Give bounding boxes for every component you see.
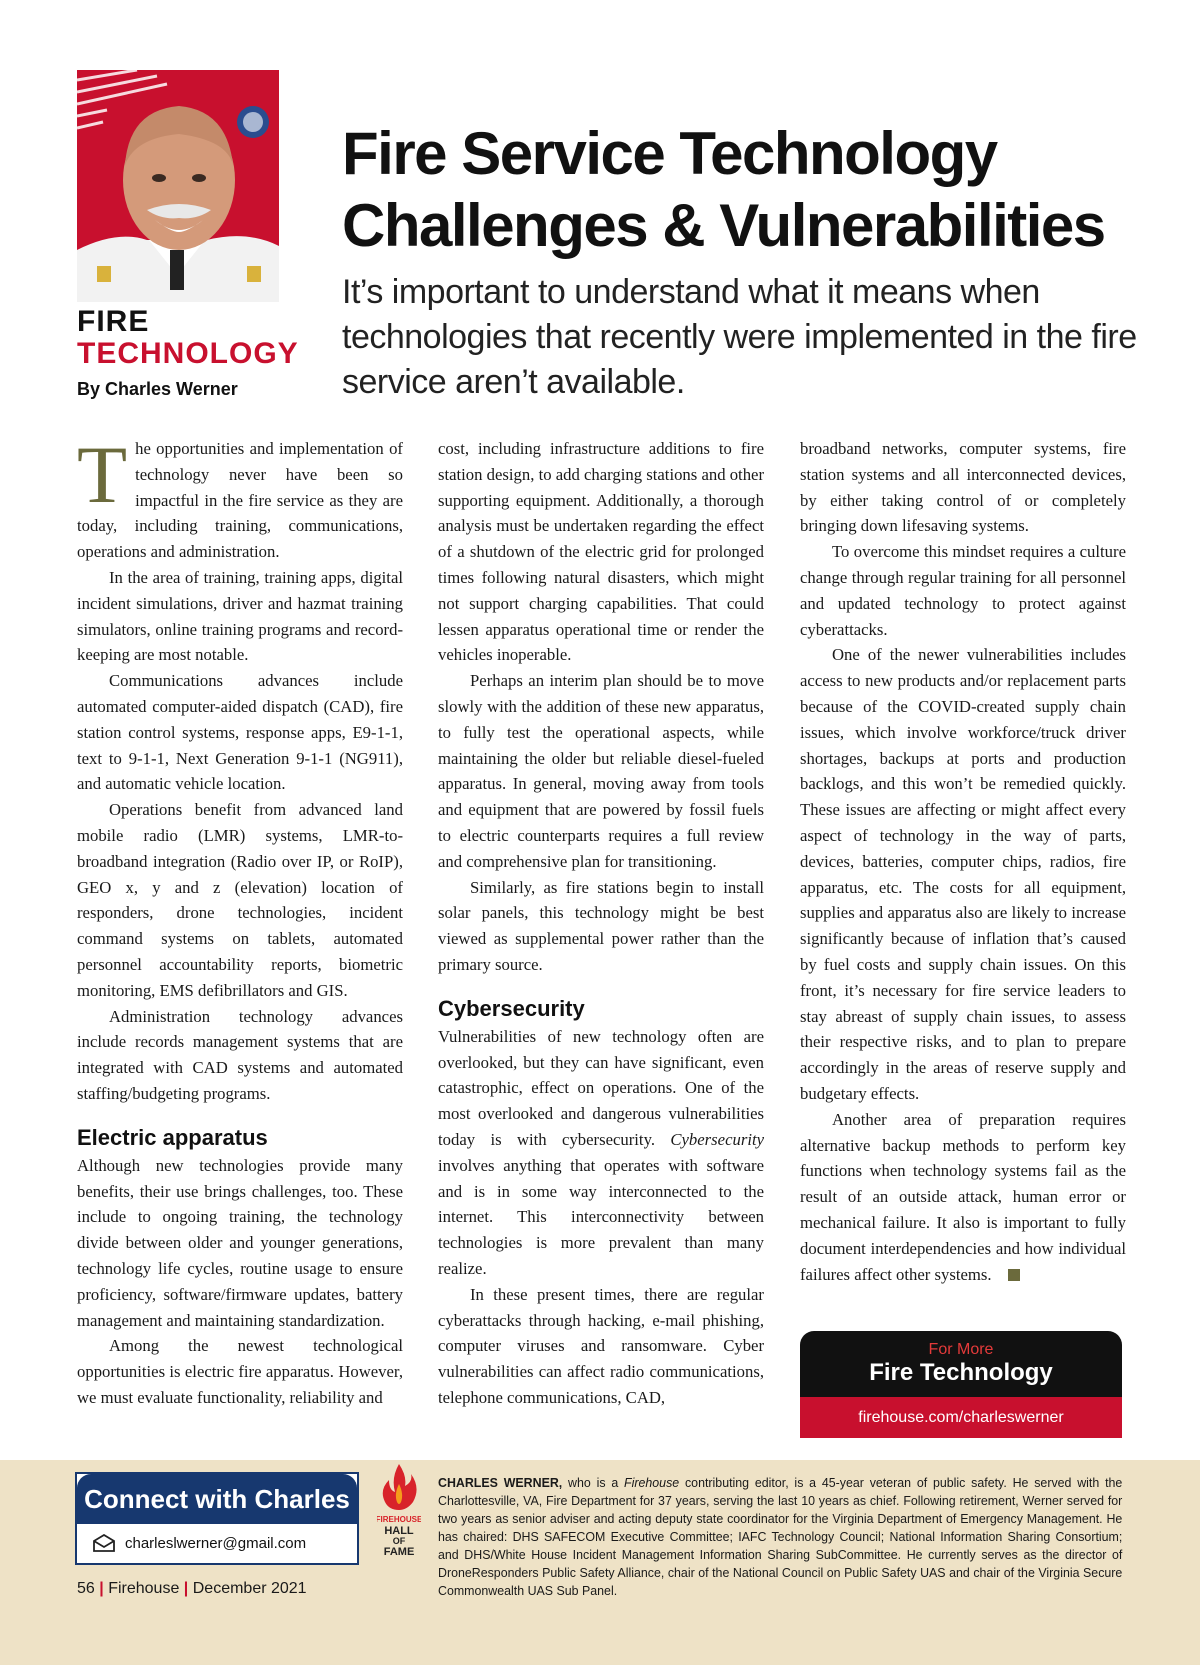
column-tag-technology: TECHNOLOGY — [77, 337, 299, 370]
folio-divider: | — [183, 1580, 189, 1597]
more-fire-technology-promo[interactable] — [800, 1331, 1122, 1438]
issue-date: December 2021 — [192, 1580, 307, 1597]
page-number: 56 — [77, 1580, 95, 1597]
paragraph: One of the newer vulnerabilities includes access to new products and/or replacement parts because of the COVID-created supply chain issues, which involve workforce/truck driver shortages, backups at ports and production backlogs, and this won’t be remedied quickly. These issues are affecting or might affect every aspect of technology in the way of parts, devices, batteries, computer chips, radios, fire apparatus, etc. The costs for all equipment, supplies and apparatus also are likely to increase significantly because of inflation that’s caused by fuel costs and supply chain issues. On this front, it’s necessary for fire service leaders to stay abreast of supply chain issues, to assess their respective risks, and to plan to prepare accordingly in the areas of reserve supply and budgetary effects. — [800, 645, 1126, 1103]
paragraph: Administration technology advances include records management systems that are integrated with CAD systems and automated staffing/budgeting programs. — [77, 1006, 403, 1103]
hall-of-fame-logo — [377, 1462, 421, 1574]
subhead-electric-apparatus: Electric apparatus — [77, 1124, 268, 1150]
paragraph: Vulnerabilities of new technology often are overlooked, but they can have significant, even catastrophic, effect on operations. One of the most overlooked and dangerous vulnerabilities today is with cybersecurity. Cybersecurity involves anything that operates with software and is in some way interconnected to the internet. This interconnectivity between technologies is more prevalent than many realize. — [438, 1026, 764, 1278]
paragraph: Although new technologies provide many benefits, their use brings challenges, too. These include to ongoing training, the technology divide between older and younger generations, technology life cycles, routine usage to ensure proficiency, software/firmware updates, battery management and maintaining standardization. — [77, 1155, 403, 1330]
drop-cap: T — [77, 429, 128, 520]
promo-url-link[interactable]: firehouse.com/charleswerner — [800, 1397, 1122, 1438]
article-column-3 — [800, 436, 1126, 1287]
svg-text:FAME: FAME — [383, 1546, 415, 1558]
article-column-1 — [77, 429, 403, 1411]
svg-text:FIREHOUSE: FIREHOUSE — [377, 1515, 421, 1524]
email-address: charleslwerner@gmail.com — [125, 1534, 307, 1552]
magazine-name: Firehouse — [108, 1580, 180, 1597]
subhead-cybersecurity: Cybersecurity — [438, 995, 585, 1021]
paragraph: In the area of training, training apps, digital incident simulations, driver and hazmat training simulators, online training programs and record-keeping are most notable. — [77, 567, 403, 665]
paragraph: Communications advances include automated computer-aided dispatch (CAD), fire station control systems, response apps, E9-1-1, text to 9-1-1, Next Generation 9-1-1 (NG911), and automatic vehicle location. — [77, 671, 403, 794]
paragraph: Similarly, as fire stations begin to install solar panels, this technology might be best viewed as supplemental power rather than the primary source. — [438, 877, 764, 974]
paragraph: In these present times, there are regular cyberattacks through hacking, e-mail phishing, computer viruses and ransomware. Cyber vulnerabilities can affect radio communications, telephone communications, CAD, — [438, 1284, 764, 1407]
paragraph: Another area of preparation requires alternative backup methods to perform key functions when technology systems fail as the result of an outside attack, human error or mechanical failure. It also is important to fully document interdependencies and how individual failures affect other systems. — [800, 1109, 1126, 1284]
byline: By Charles Werner — [77, 379, 238, 399]
promo-kicker: For More — [928, 1341, 994, 1358]
author-photo — [77, 70, 279, 302]
svg-text:OF: OF — [392, 1536, 406, 1546]
headline: Fire Service Technology Challenges & Vulnerabilities — [342, 120, 1105, 259]
svg-text:HALL: HALL — [384, 1525, 414, 1537]
page-folio — [77, 1580, 307, 1598]
paragraph: The opportunities and implementation of technology never have been so impactful in the fire service as they are today, including training, communications, operations and administration. — [77, 429, 403, 562]
author-bio: CHARLES WERNER, who is a Firehouse contributing editor, is a 45-year veteran of public safety. He served with the Charlottesville, VA, Fire Department for 37 years, serving the last 10 years as chief. Following retirement, Werner served for two years as senior adviser and acting deputy state coordinator for the Virginia Department of Emergency Management. He has chaired: DHS SAFECOM Executive Committee; IAFC Technology Council; National Information Sharing Consortium; and DHS/White House Incident Management Information Sharing SubCommittee. He currently serves as the director of DroneResponders Public Safety Alliance, chair of the National Council on Public Safety UAS and chair of the Virginia Secure Commonwealth UAS Sub Panel. — [438, 1475, 1123, 1598]
author-name: CHARLES WERNER, — [438, 1475, 563, 1490]
paragraph: Perhaps an interim plan should be to move slowly with the addition of these new apparatus, to fully test the operational aspects, while maintaining the older but reliable diesel-fueled apparatus. In general, moving away from tools and equipment that are powered by fossil fuels to electric counterparts requires a full review and comprehensive plan for transitioning. — [438, 671, 764, 871]
promo-title: Fire Technology — [869, 1359, 1053, 1386]
paragraph: broadband networks, computer systems, fire station systems and all interconnected devices, by either taking control of or completely bringing down lifesaving systems. — [800, 439, 1126, 536]
paragraph: Operations benefit from advanced land mobile radio (LMR) systems, LMR-to-broadband integration (Radio over IP, or RoIP), GEO x, y and z (elevation) location of responders, drone technologies, incident command systems on tablets, automated personnel accountability reports, biometric monitoring, EMS defibrillators and GIS. — [77, 800, 403, 1000]
column-tag-fire: FIRE — [77, 305, 150, 338]
connect-box — [75, 1472, 359, 1565]
article-column-2 — [438, 436, 764, 1411]
envelope-icon — [93, 1534, 115, 1552]
paragraph: Among the newest technological opportunities is electric fire apparatus. However, we must evaluate functionality, reliability and — [77, 1336, 403, 1407]
deck: It’s important to understand what it means when technologies that recently were implemented in the fire service aren’t available. — [342, 273, 1137, 401]
paragraph: cost, including infrastructure additions to fire station design, to add charging stations and other supporting equipment. Additionally, a thorough analysis must be undertaken regarding the effect of a shutdown of the electric grid for prolonged times following natural disasters, which might not support charging capabilities. That could lessen apparatus operational time or render the vehicles inoperable. — [438, 439, 764, 665]
connect-title: Connect with Charles — [77, 1474, 357, 1524]
paragraph: To overcome this mindset requires a culture change through regular training for all personnel and updated technology to protect against cyberattacks. — [800, 542, 1126, 639]
end-mark-icon — [1008, 1269, 1020, 1281]
column-tag — [77, 306, 307, 400]
folio-divider: | — [99, 1580, 104, 1597]
email-link[interactable] — [77, 1524, 357, 1562]
